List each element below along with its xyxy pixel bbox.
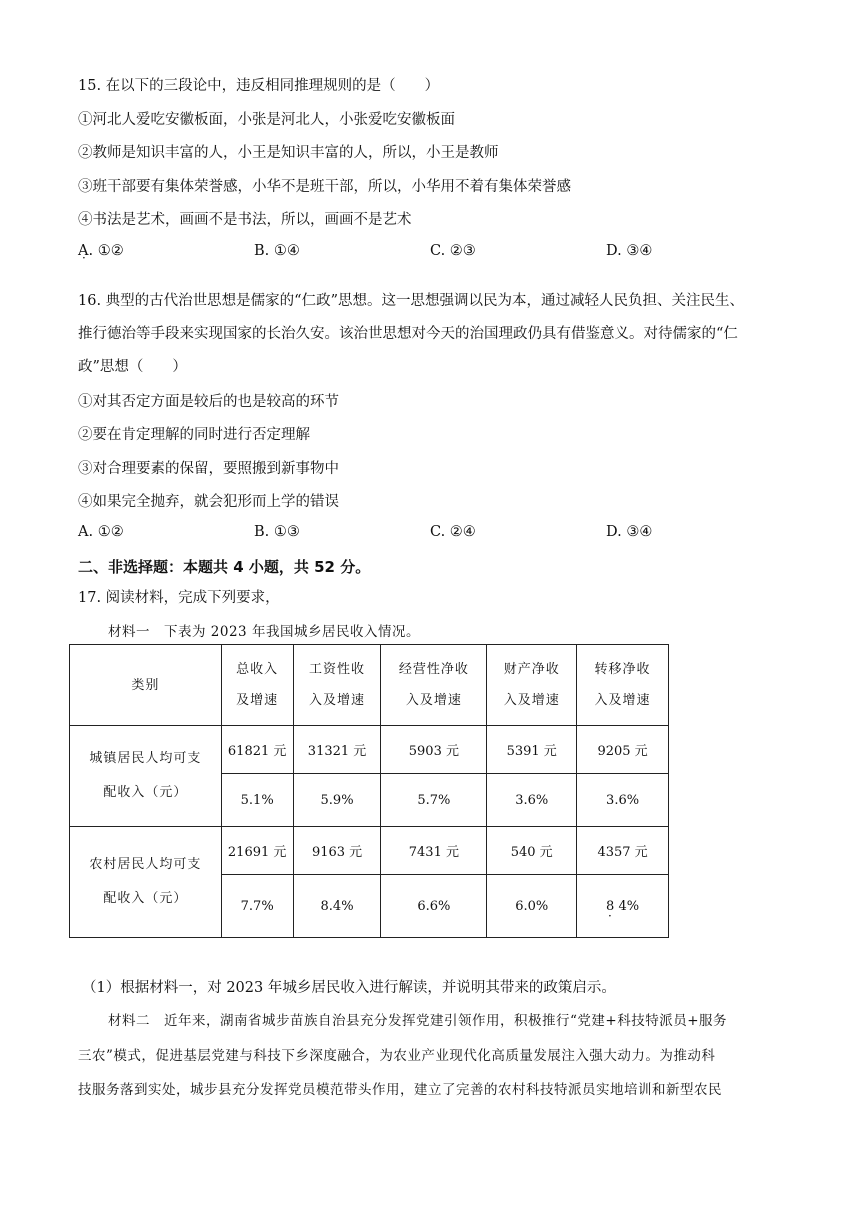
q16-item-3: ③对合理要素的保留，要照搬到新事物中	[78, 461, 339, 477]
q17-stem: 17. 阅读材料，完成下列要求，	[78, 590, 280, 606]
row-label-rural: 农村居民人均可支 配收入（元）	[70, 827, 222, 938]
table-cell: 8 4% ·	[577, 875, 669, 938]
material2-line-2: 三农”模式，促进基层党建与科技下乡深度融合，为农业产业现代化高质量发展注入强大动力。为推动科	[78, 1048, 716, 1064]
q15-stem: 15. 在以下的三段论中，违反相同推理规则的是（ ）	[78, 78, 440, 94]
header-total: 总收入 及增速	[221, 645, 293, 726]
q16-option-d[interactable]: D. ③④	[606, 524, 653, 540]
table-cell: 4357 元	[577, 827, 669, 875]
table-cell: 6.0%	[487, 875, 577, 938]
q15-item-2: ②教师是知识丰富的人，小王是知识丰富的人，所以，小王是教师	[78, 145, 499, 161]
q15-option-d[interactable]: D. ③④	[606, 243, 653, 259]
table-cell: 540 元	[487, 827, 577, 875]
q16-option-a[interactable]: A. ①②	[78, 524, 124, 540]
header-property: 财产净收 入及增速	[487, 645, 577, 726]
table-cell: 9205 元	[577, 726, 669, 774]
q16-stem-line-2: 推行德治等手段来实现国家的长治久安。该治世思想对今天的治国理政仍具有借鉴意义。对待儒家的“仁	[78, 326, 738, 342]
q15-item-1: ①河北人爱吃安徽板面，小张是河北人，小张爱吃安徽板面	[78, 112, 455, 128]
table-cell: 7.7%	[221, 875, 293, 938]
q16-item-1: ①对其否定方面是较后的也是较高的环节	[78, 394, 339, 410]
q15-item-3: ③班干部要有集体荣誉感，小华不是班干部，所以，小华用不着有集体荣誉感	[78, 179, 571, 195]
table-cell: 9163 元	[293, 827, 381, 875]
q16-option-c[interactable]: C. ②④	[430, 524, 476, 540]
q16-option-b[interactable]: B. ①③	[254, 524, 300, 540]
table-cell: 5.9%	[293, 774, 381, 827]
q16-item-4: ④如果完全抛弃，就会犯形而上学的错误	[78, 494, 339, 510]
q16-item-2: ②要在肯定理解的同时进行否定理解	[78, 427, 310, 443]
table-cell: 3.6%	[577, 774, 669, 827]
q15-option-b[interactable]: B. ①④	[254, 243, 300, 259]
material2-line-1: 材料二 近年来，湖南省城步苗族自治县充分发挥党建引领作用，积极推行“党建+科技特派员+服务	[108, 1013, 728, 1029]
section-heading: 二、非选择题：本题共 4 小题，共 52 分。	[78, 558, 371, 576]
table-cell: 21691 元	[221, 827, 293, 875]
table-cell: 61821 元	[221, 726, 293, 774]
q17-sub1: （1）根据材料一，对 2023 年城乡居民收入进行解读，并说明其带来的政策启示。	[82, 980, 616, 996]
q15-option-c[interactable]: C. ②③	[430, 243, 476, 259]
q16-stem-line-1: 16. 典型的古代治世思想是儒家的“仁政”思想。这一思想强调以民为本，通过减轻人民负担、关注民生、	[78, 293, 744, 309]
table-cell: 31321 元	[293, 726, 381, 774]
q15-option-a[interactable]: A. ①② ·	[78, 243, 124, 259]
table-cell: 8.4%	[293, 875, 381, 938]
material1-caption: 材料一 下表为 2023 年我国城乡居民收入情况。	[108, 624, 420, 640]
material2-line-3: 技服务落到实处，城步县充分发挥党员模范带头作用，建立了完善的农村科技特派员实地培训和新型农民	[78, 1082, 722, 1098]
q16-stem-line-3: 政”思想（ ）	[78, 359, 187, 375]
income-table	[69, 644, 669, 938]
table-cell: 3.6%	[487, 774, 577, 827]
header-transfer: 转移净收 入及增速	[577, 645, 669, 726]
header-business: 经营性净收 入及增速	[381, 645, 487, 726]
q15-item-4: ④书法是艺术，画画不是书法，所以，画画不是艺术	[78, 212, 412, 228]
table-cell: 7431 元	[381, 827, 487, 875]
table-cell: 5.7%	[381, 774, 487, 827]
table-cell: 6.6%	[381, 875, 487, 938]
header-category: 类别	[70, 645, 222, 726]
table-cell: 5903 元	[381, 726, 487, 774]
table-header-row	[70, 645, 669, 726]
table-row	[70, 726, 669, 774]
header-wage: 工资性收 入及增速	[293, 645, 381, 726]
row-label-urban: 城镇居民人均可支 配收入（元）	[70, 726, 222, 827]
table-cell: 5.1%	[221, 774, 293, 827]
table-row	[70, 827, 669, 875]
table-cell: 5391 元	[487, 726, 577, 774]
